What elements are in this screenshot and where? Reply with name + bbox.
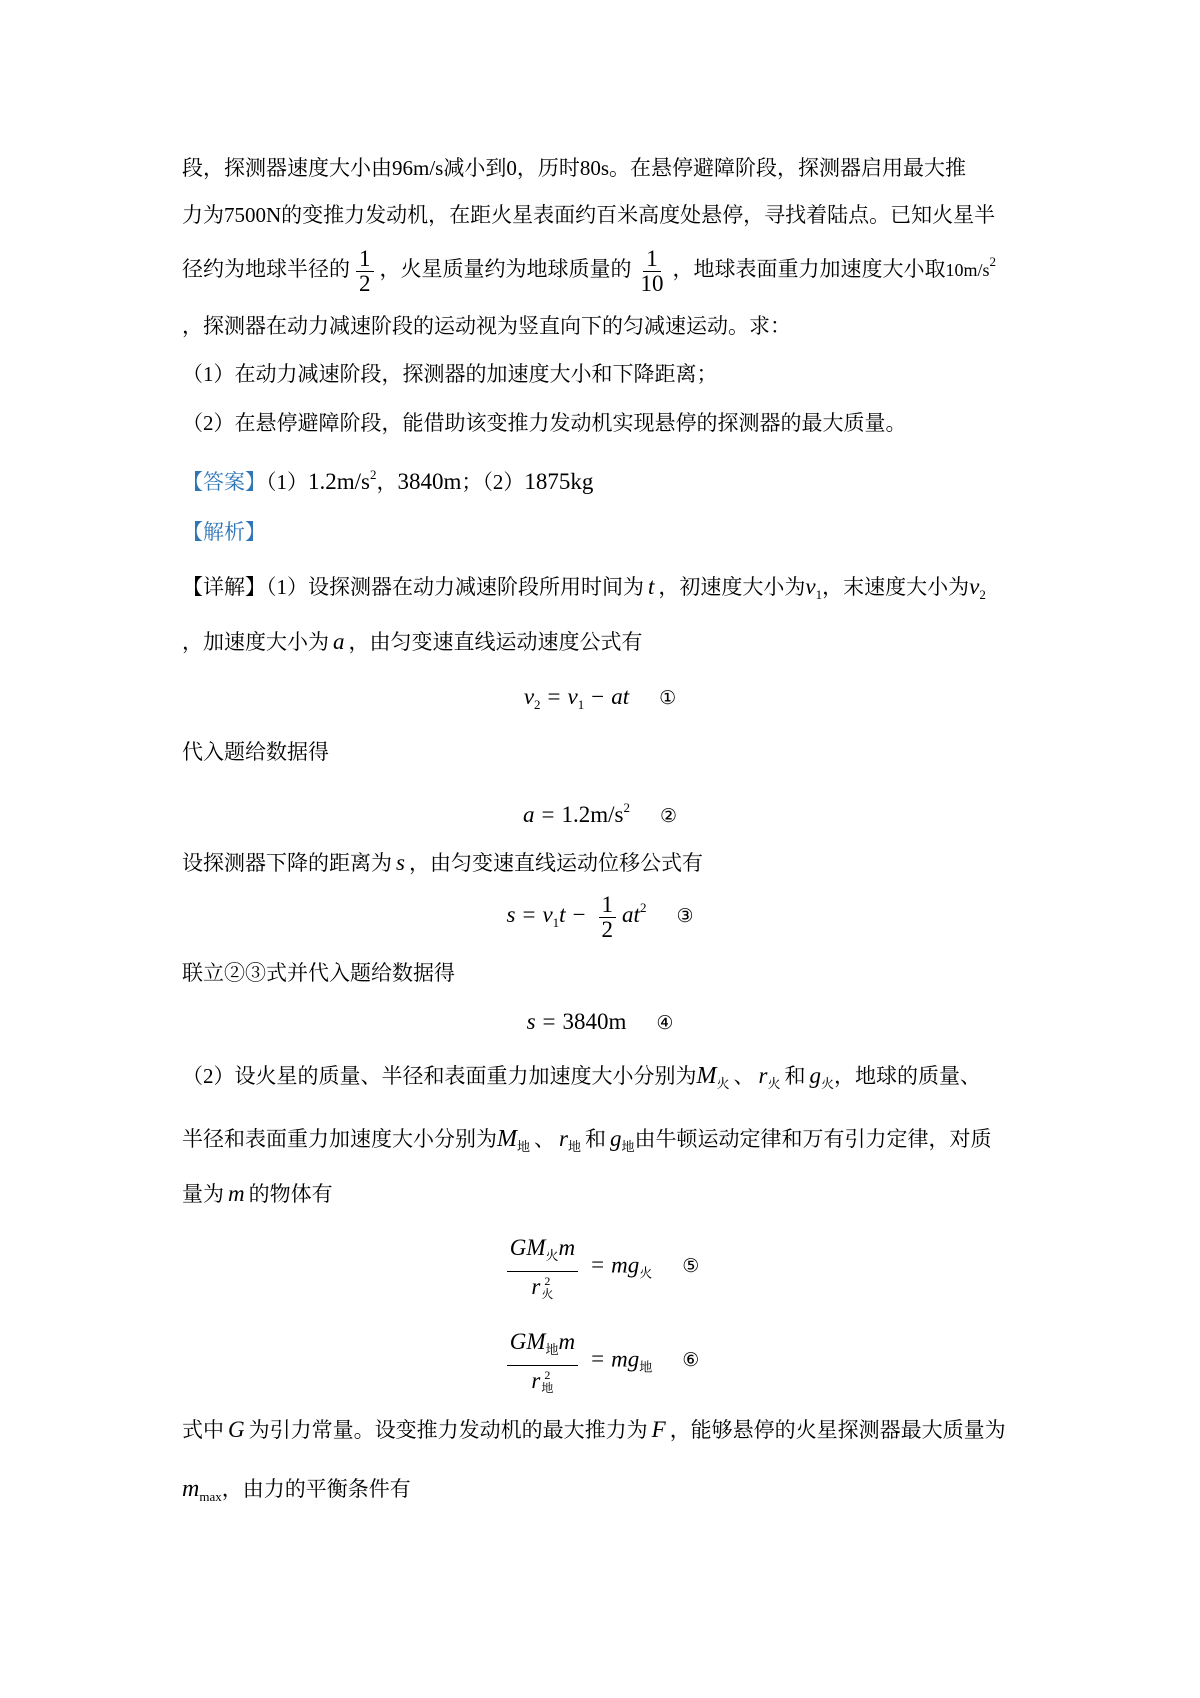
superscript: 2 [989, 254, 997, 269]
value: 3840m [562, 1009, 627, 1034]
sub-question-1 [182, 358, 718, 390]
question-text: （1）在动力减速阶段，探测器的加速度大小和下降距离； [182, 362, 718, 386]
variable: F [651, 1417, 666, 1442]
question-text: ，火星质量约为地球质量的 [379, 257, 632, 281]
superscript: 2 [544, 1368, 551, 1382]
fraction-denominator [528, 1272, 556, 1302]
answer-text: （1） [266, 470, 308, 494]
subscript: 火 [545, 1248, 559, 1263]
answer-value: 1875kg [524, 469, 594, 494]
detail-line-3 [182, 736, 329, 768]
detail-line-4 [182, 847, 703, 879]
variable: s [396, 850, 405, 875]
fraction-one-half [599, 893, 617, 942]
equation-number: ⑤ [682, 1255, 700, 1278]
fraction-earth-gravity [507, 1327, 578, 1396]
variable: m [228, 1181, 245, 1206]
variable: g [627, 1252, 640, 1278]
variable: g [609, 1126, 622, 1151]
question-line-1 [182, 152, 966, 184]
detail-text: 为引力常量。设变推力发动机的最大推力为 [248, 1418, 648, 1442]
question-text: 径约为地球半径的 [182, 257, 350, 281]
detail-text: 式中 [182, 1418, 224, 1442]
value: 1.2m/s [561, 802, 624, 827]
detail-text: （1）设探测器在动力减速阶段所用时间为 [266, 575, 644, 599]
fraction-denominator: 2 [359, 270, 371, 296]
detail-text: 由牛顿运动定律和万有引力定律，对质 [634, 1127, 992, 1151]
question-line-2 [182, 199, 995, 231]
variable: m [182, 1476, 200, 1502]
fraction-radius-ratio [356, 247, 374, 296]
variable: m [558, 1235, 576, 1260]
equation-number: ④ [656, 1012, 674, 1034]
equation-3 [182, 892, 1018, 942]
variable: s [526, 1009, 536, 1034]
fraction-denominator [528, 1366, 556, 1396]
answer-text: ， [376, 470, 398, 494]
subscript: max [199, 1489, 222, 1504]
detail-line-1 [182, 571, 986, 611]
variable: a [522, 802, 535, 827]
fraction-numerator: 1 [356, 247, 374, 272]
answer-text: ；（2） [461, 470, 525, 494]
super-subscript [541, 1369, 553, 1395]
variable: a [333, 629, 345, 654]
variable: v [567, 684, 578, 709]
fraction-numerator [507, 1327, 578, 1366]
equation-number: ③ [676, 905, 694, 927]
fraction-numerator: 1 [599, 893, 617, 918]
detail-line-9 [182, 1414, 1006, 1446]
equation-number: ⑥ [682, 1349, 700, 1372]
answer-line [182, 459, 593, 498]
detail-text: 和 [784, 1064, 806, 1088]
equation-1 [182, 681, 1018, 721]
variable: r [559, 1126, 568, 1151]
superscript: 2 [623, 800, 630, 815]
variable: v [805, 574, 816, 599]
variable: M [497, 1126, 517, 1152]
detail-text: ，由匀变速直线运动位移公式有 [408, 851, 703, 875]
subscript: 地 [621, 1139, 635, 1154]
fraction-numerator: 1 [643, 247, 661, 272]
subscript: 地 [545, 1342, 559, 1357]
detail-text: 的物体有 [248, 1182, 333, 1206]
variable: t [648, 574, 655, 599]
answer-label: 【答案】 [182, 470, 266, 494]
detail-text: （2）设火星的质量、半径和表面重力加速度大小分别为 [182, 1064, 697, 1088]
subscript: 1 [815, 587, 823, 602]
equation-4 [182, 1006, 1018, 1039]
fraction-mars-gravity [507, 1233, 578, 1302]
variable: v [542, 902, 553, 927]
detail-text: ，末速度大小为 [822, 575, 970, 599]
sub-question-2 [182, 407, 907, 439]
equation-number: ① [659, 687, 677, 709]
detail-text: ，能够悬停的火星探测器最大质量为 [669, 1418, 1006, 1442]
detail-label: 【详解】 [182, 575, 266, 599]
variable: m [611, 1346, 628, 1372]
variable: g [809, 1063, 821, 1088]
equation-6 [182, 1327, 1018, 1396]
subscript: 地 [567, 1139, 581, 1154]
detail-line-8 [182, 1178, 333, 1210]
question-line-4 [182, 310, 791, 342]
variable: t [559, 902, 566, 927]
operator: − [572, 902, 586, 927]
variable: M [696, 1063, 717, 1089]
fraction-denominator: 10 [640, 270, 664, 296]
detail-text: 量为 [182, 1182, 224, 1206]
fraction-denominator: 2 [601, 916, 614, 942]
equation-2 [182, 792, 1018, 832]
question-line-3 [182, 246, 996, 296]
variable: M [526, 1329, 546, 1354]
analysis-label: 【解析】 [182, 520, 266, 544]
detail-text: ，加速度大小为 [182, 630, 329, 654]
detail-text: 设探测器下降的距离为 [182, 851, 392, 875]
fraction-mass-ratio [638, 247, 667, 296]
variable: G [509, 1329, 527, 1354]
gravity-value: 10m/s [945, 260, 990, 280]
operator: = [591, 1346, 605, 1372]
subscript: 2 [534, 697, 541, 712]
subscript: 火 [716, 1076, 730, 1091]
subscript: 火 [767, 1076, 781, 1091]
equation-number: ② [659, 805, 677, 827]
detail-line-6 [182, 1060, 981, 1100]
subscript: 地 [517, 1139, 531, 1154]
super-subscript [541, 1275, 553, 1301]
detail-text: ，由匀变速直线运动速度公式有 [348, 630, 643, 654]
operator: = [542, 1009, 556, 1034]
detail-text: ，地球的质量、 [834, 1064, 981, 1088]
operator: = [541, 802, 555, 827]
variable: M [526, 1235, 546, 1260]
detail-text: 、 [534, 1127, 556, 1151]
analysis-line [182, 516, 266, 548]
detail-line-5 [182, 957, 455, 989]
superscript: 2 [369, 467, 377, 482]
detail-text: 代入题给数据得 [182, 740, 329, 764]
question-text: ，探测器在动力减速阶段的运动视为竖直向下的匀减速运动。求： [182, 314, 791, 338]
answer-value: 1.2m/s [308, 469, 370, 494]
equation-5 [182, 1233, 1018, 1302]
subscript: 火 [541, 1287, 554, 1301]
variable: r [531, 1274, 541, 1299]
operator: = [591, 1252, 605, 1278]
question-text: （2）在悬停避障阶段，能借助该变推力发动机实现悬停的探测器的最大质量。 [182, 411, 907, 435]
detail-line-10 [182, 1473, 411, 1513]
superscript: 2 [544, 1274, 551, 1288]
answer-value: 3840m [397, 469, 462, 494]
fraction-numerator [507, 1233, 578, 1272]
variable: at [611, 684, 630, 709]
subscript: 1 [552, 915, 560, 930]
subscript: 2 [979, 587, 986, 602]
detail-text: ，由力的平衡条件有 [221, 1477, 411, 1501]
variable: G [228, 1417, 245, 1442]
variable: at [622, 902, 640, 927]
question-text: 段，探测器速度大小由96m/s减小到0，历时80s。在悬停避障阶段，探测器启用最大推 [182, 156, 967, 180]
operator: − [591, 684, 605, 709]
subscript: 1 [577, 697, 585, 712]
detail-text: ，初速度大小为 [658, 575, 806, 599]
detail-text: 和 [584, 1127, 606, 1151]
subscript: 地 [541, 1381, 554, 1395]
variable: s [506, 902, 516, 927]
question-text: ，地球表面重力加速度大小取 [672, 257, 946, 281]
detail-text: 、 [733, 1064, 755, 1088]
operator: = [547, 684, 561, 709]
detail-line-7 [182, 1123, 992, 1163]
variable: v [969, 574, 980, 599]
detail-text: 联立②③式并代入题给数据得 [182, 961, 455, 985]
variable: r [758, 1063, 768, 1088]
variable: g [627, 1346, 640, 1372]
detail-line-2 [182, 626, 643, 658]
subscript: 火 [820, 1076, 834, 1091]
variable: m [611, 1252, 628, 1278]
subscript: 火 [639, 1265, 653, 1281]
operator: = [522, 902, 536, 927]
variable: G [509, 1235, 527, 1260]
question-text: 力为7500N的变推力发动机，在距火星表面约百米高度处悬停，寻找着陆点。已知火星半 [182, 203, 996, 227]
subscript: 地 [639, 1359, 653, 1375]
detail-text: 半径和表面重力加速度大小分别为 [182, 1127, 497, 1151]
variable: v [523, 684, 535, 709]
superscript: 2 [639, 900, 647, 915]
variable: r [531, 1368, 541, 1393]
variable: m [558, 1329, 576, 1354]
